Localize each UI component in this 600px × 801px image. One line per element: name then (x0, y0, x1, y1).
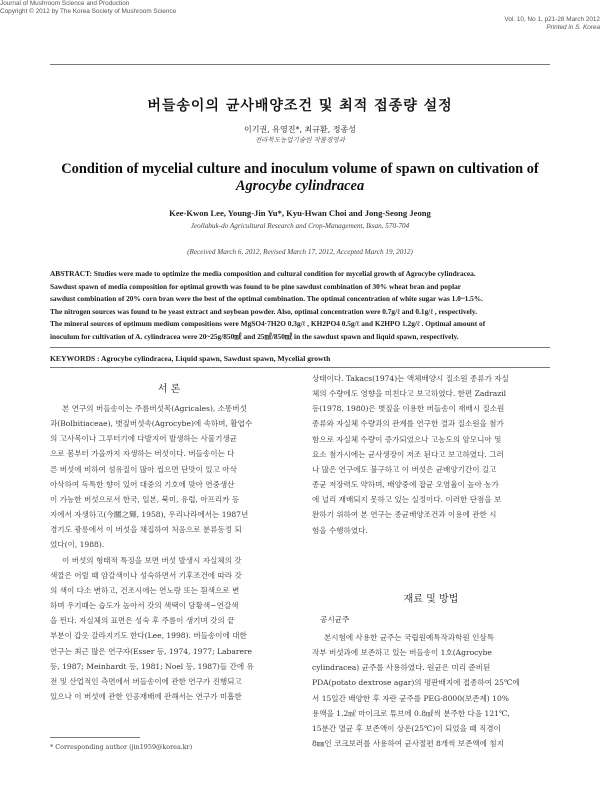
text-line: 색깔은 어릴 때 암갈색이나 성숙하면서 기후조건에 따라 갓 (50, 570, 242, 580)
text-line: 용액을 1.2㎖ 마이크로 튜브에 0.8㎖씩 분주한 다음 121℃, (312, 708, 510, 718)
text-line: 완하기 위하여 본 연구는 종균배양조건과 이용에 관한 시 (312, 510, 497, 520)
text-line: 체의 수량에도 영향을 미친다고 보고하였다. 한편 Zadrazil (312, 389, 507, 399)
text-line: 아삭하여 독특한 향이 있어 대중의 기호에 맞아 연중생산 (50, 479, 235, 489)
text-line: 경기도 광릉에서 이 버섯을 채집하여 처음으로 분류동정 되 (50, 525, 242, 535)
abstract-line: ABSTRACT: Studies were made to optimize the media composition and cultural condition for mycelial growth of Agrocybe cylindracea. (50, 269, 476, 278)
text-line: 본시험에 사용한 균주는 국립원예특작과학원 인삼특 (324, 633, 494, 642)
text-line: 나 많은 연구에도 불구하고 이 버섯은 균배양기간이 길고 (312, 464, 497, 474)
text-line: 본 연구의 버들송이는 주름버섯목(Agricales), 소똥버섯 (62, 404, 247, 413)
left-column (50, 401, 288, 704)
received-dates: (Received March 6, 2012, Revised March 17, 2012, Accepted March 19, 2012) (187, 248, 413, 256)
korean-title: 버들송이의 균사배양조건 및 최적 접종량 설정 (147, 98, 453, 114)
text-line: 험을 수행하였다. (312, 525, 368, 535)
intro-heading: 서 론 (157, 384, 181, 395)
english-affiliation: Jeollabuk-do Agricultural Research and Crop-Management, Iksan, 570-704 (190, 222, 410, 230)
text-line: 종균 저장력도 약하며, 배양중에 잡균 오염율이 높아 농가 (312, 480, 499, 490)
abstract-line: The mineral sources of optimum medium compositions were MgSO4·7H2O 0.3g/ℓ , KH2PO4 0.5g/ℓ and K2HPO 1.2g/ℓ . Optimal amount of (50, 319, 486, 329)
abstract-line: The nitrogen sources was found to be yeast extract and soybean powder. Also, optimal concentration were 0.7g/ℓ and 0.1g/ℓ , respectively. (50, 306, 477, 316)
footnote-rule (50, 737, 140, 738)
text-line: 15분간 멸균 후 보존액이 상온(25℃)이 되었을 때 직경이 (312, 723, 501, 733)
text-line: 으로 봄부터 가을까지 자생하는 버섯이다. 버들송이는 다 (50, 449, 235, 459)
text-line: 부분이 갑옷 갈라지기도 한다(Lee, 1998). 버들송이에 대한 (50, 631, 247, 641)
abstract-line: inoculum for cultivation of A. cylindracea were 20~25g/850㎖ and 25㎖/850㎖ in the sawdust spawn and liquid spawn, respectively. (50, 331, 459, 341)
text-line: 과(Bolbitiaceae), 볏짚버섯속(Agrocybe)에 속하며, 활엽수 (50, 419, 253, 429)
text-line: cylindracea) 균주를 사용하였다. 원균은 미리 준비된 (312, 663, 491, 673)
text-line: 른 버섯에 비하여 섬유질이 많아 씹으면 단맛이 있고 아삭 (50, 464, 237, 474)
text-line: 이 가능한 버섯으로서 한국, 일본, 북미, 유럽, 아프리카 등 (50, 494, 240, 504)
header-rule (50, 64, 550, 65)
abstract-line: sawdust combination of 20% corn bran were the best of the optimal combination. The optimal concentration of white sugar was 1.0~1.5%. (50, 294, 484, 304)
text-line: 요소 첨가시에는 균사생장이 저조 된다고 보고하였다. 그러 (312, 449, 504, 459)
english-title-line1: Condition of mycelial culture and inoculum volume of spawn on cultivation of (61, 161, 539, 177)
korean-authors: 이기권, 유영진*, 최규환, 정종성 (244, 125, 356, 134)
right-column-bottom (312, 630, 550, 751)
text-line: 8㎜인 코크보러를 사용하여 균사절편 8개씩 보존액에 침지 (312, 739, 504, 749)
text-line: 의 고사목이나 그루터기에 다발지어 발생하는 사물기생균 (50, 434, 237, 444)
volume-line: Vol. 10, No 1, p21-28 March 2012 (504, 16, 600, 23)
abstract-rule-top (50, 347, 550, 348)
text-line: 전 및 산업적인 측면에서 버들송이에 관한 연구가 진행되고 (50, 676, 242, 686)
text-line: 지에서 자생하고(今關之輝, 1958), 우리나라에서는 1987년 (50, 510, 249, 520)
english-authors: Kee-Kwon Lee, Young-Jin Yu*, Kyu-Hwan Choi and Jong-Seong Jeong (169, 208, 431, 218)
text-line: 있으나 이 버섯에 관한 인공재배에 관해서는 연구가 미흡한 (50, 691, 242, 701)
text-line: 등, 1987; Meinhardt 등, 1981; Noel 등, 1987)들 간에 유 (50, 661, 254, 671)
right-column-top (312, 371, 550, 538)
text-line: 상태이다. Takacs(1974)는 액체배양시 질소원 종류가 자실 (312, 374, 509, 383)
abstract-line: Sawdust spawn of media composition for optimal growth was found to be pine sawdust combination of 30% wheat bran and poplar (50, 281, 462, 291)
text-line: 하며 우기때는 습도가 높아서 갓의 색택이 담황색~연갈색 (50, 601, 239, 611)
journal-header-right (0, 16, 600, 32)
text-line: 을 띈다. 자실체의 표면은 성숙 후 주름이 생기며 갓의 끝 (50, 616, 235, 626)
abstract (50, 268, 550, 344)
english-title-line2: Agrocybe cylindracea (235, 178, 365, 194)
journal-name: Journal of Mushroom Science and Production (0, 0, 130, 7)
printed-line: Printed in S. Korea (546, 24, 600, 31)
journal-header-left (0, 0, 600, 16)
methods-heading: 재료 및 방법 (403, 594, 459, 605)
text-line: 종류와 자실체 수량과의 관계를 연구한 결과 질소원을 첨가 (312, 419, 504, 429)
keywords-rule (50, 367, 550, 368)
keywords: KEYWORDS : Agrocybe cylindracea, Liquid spawn, Sawdust spawn, Mycelial growth (50, 354, 331, 363)
strain-subheading: 공시균주 (320, 615, 350, 624)
copyright-line: Copyright © 2012 by The Korea Society of Mushroom Science (0, 8, 177, 15)
footnote: * Corresponding author (jin1959@korea.kr) (50, 743, 193, 751)
text-line: 에 널리 재배되지 못하고 있는 실정이다. 이러한 단점을 보 (312, 495, 502, 505)
text-line: 작부 버섯과에 보존하고 있는 버들송이 1호(Agrocybe (312, 648, 492, 658)
text-line: 함으로 자실체 수량이 증가되었으나 고농도의 암모니아 및 (312, 434, 502, 444)
text-line: 었다(이, 1988). (50, 540, 105, 550)
text-line: 의 색이 다소 변하고, 건조시에는 연노랑 또는 흰색으로 변 (50, 585, 240, 595)
text-line: 연구는 최근 많은 연구자(Esser 등, 1974, 1977; Labarere (50, 646, 253, 656)
text-line: 이 버섯의 형태적 특징을 보면 버섯 발생시 자실체의 갓 (62, 555, 242, 565)
text-line: 등(1978, 1980)은 볏짚을 이용한 버들송이 재배시 질소원 (312, 404, 505, 414)
korean-affiliation: 전라북도농업기술원 작물경영과 (255, 136, 345, 144)
text-line: 서 15일간 배양한 후 자란 균주를 PEG-8000(보존제) 10% (312, 693, 509, 703)
text-line: PDA(potato dextrose agar)의 평판배지에 접종하여 25℃에 (312, 678, 520, 688)
